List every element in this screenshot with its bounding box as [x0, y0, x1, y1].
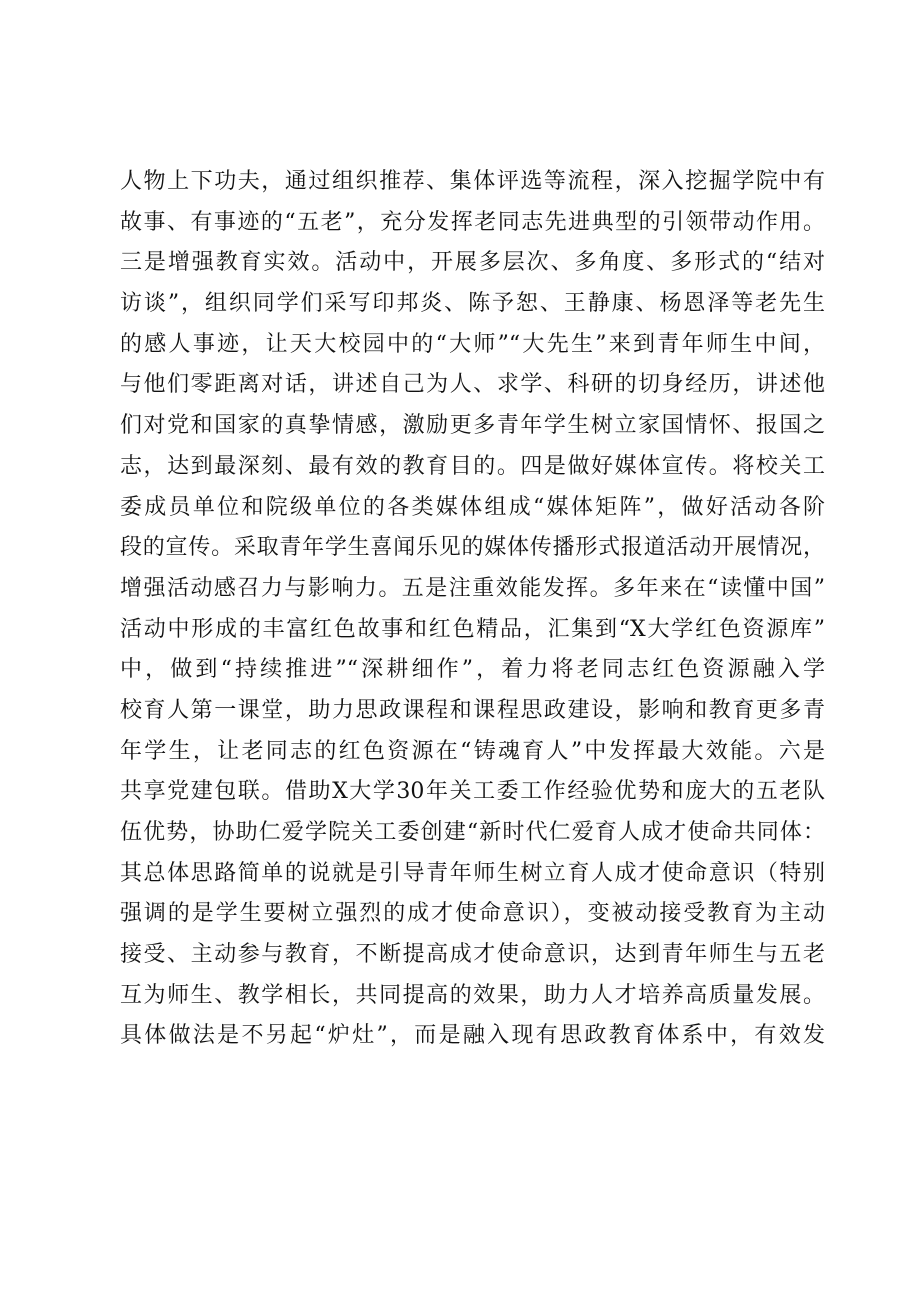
text-line: 校育人第一课堂，助力思政课程和课程思政建设，影响和教育更多青 [120, 697, 825, 723]
text-line: 年学生，让老同志的红色资源在“铸魂育人”中发挥最大效能。六是 [120, 738, 825, 764]
text-line: 故事、有事迹的“五老”，充分发挥老同志先进典型的引领带动作用。 [120, 209, 825, 235]
text-line: 接受、主动参与教育，不断提高成才使命意识，达到青年师生与五老 [120, 942, 825, 968]
text-line: 志，达到最深刻、最有效的教育目的。四是做好媒体宣传。将校关工 [120, 453, 825, 479]
text-line: 中，做到“持续推进”“深耕细作”，着力将老同志红色资源融入学 [120, 657, 825, 683]
text-line: 互为师生、教学相长，共同提高的效果，助力人才培养高质量发展。 [120, 982, 825, 1008]
text-line: 具体做法是不另起“炉灶”，而是融入现有思政教育体系中，有效发 [120, 1023, 825, 1049]
text-line: 其总体思路简单的说就是引导青年师生树立育人成才使命意识（特别 [120, 860, 825, 886]
text-line: 人物上下功夫，通过组织推荐、集体评选等流程，深入挖掘学院中有 [120, 169, 825, 194]
text-line: 们对党和国家的真挚情感，激励更多青年学生树立家国情怀、报国之 [120, 413, 825, 439]
text-line: 活动中形成的丰富红色故事和红色精品，汇集到“X大学红色资源库” [120, 616, 825, 642]
text-line: 强调的是学生要树立强烈的成才使命意识），变被动接受教育为主动 [120, 901, 825, 927]
text-line: 共享党建包联。借助X大学30年关工委工作经验优势和庞大的五老队 [120, 779, 825, 805]
text-line: 访谈”，组织同学们采写印邦炎、陈予恕、王静康、杨恩泽等老先生 [120, 291, 825, 317]
text-line: 段的宣传。采取青年学生喜闻乐见的媒体传播形式报道活动开展情况， [120, 535, 825, 561]
text-line: 三是增强教育实效。活动中，开展多层次、多角度、多形式的“结对 [120, 250, 825, 276]
text-line: 伍优势，协助仁爱学院关工委创建“新时代仁爱育人成才使命共同体： [120, 820, 825, 845]
text-line: 与他们零距离对话，讲述自己为人、求学、科研的切身经历，讲述他 [120, 372, 825, 398]
text-line: 委成员单位和院级单位的各类媒体组成“媒体矩阵”，做好活动各阶 [120, 494, 825, 520]
body-text [120, 162, 825, 1057]
text-line: 增强活动感召力与影响力。五是注重效能发挥。多年来在“读懂中国” [120, 575, 825, 601]
text-line: 的感人事迹，让天大校园中的“大师”“大先生”来到青年师生中间， [120, 331, 825, 357]
